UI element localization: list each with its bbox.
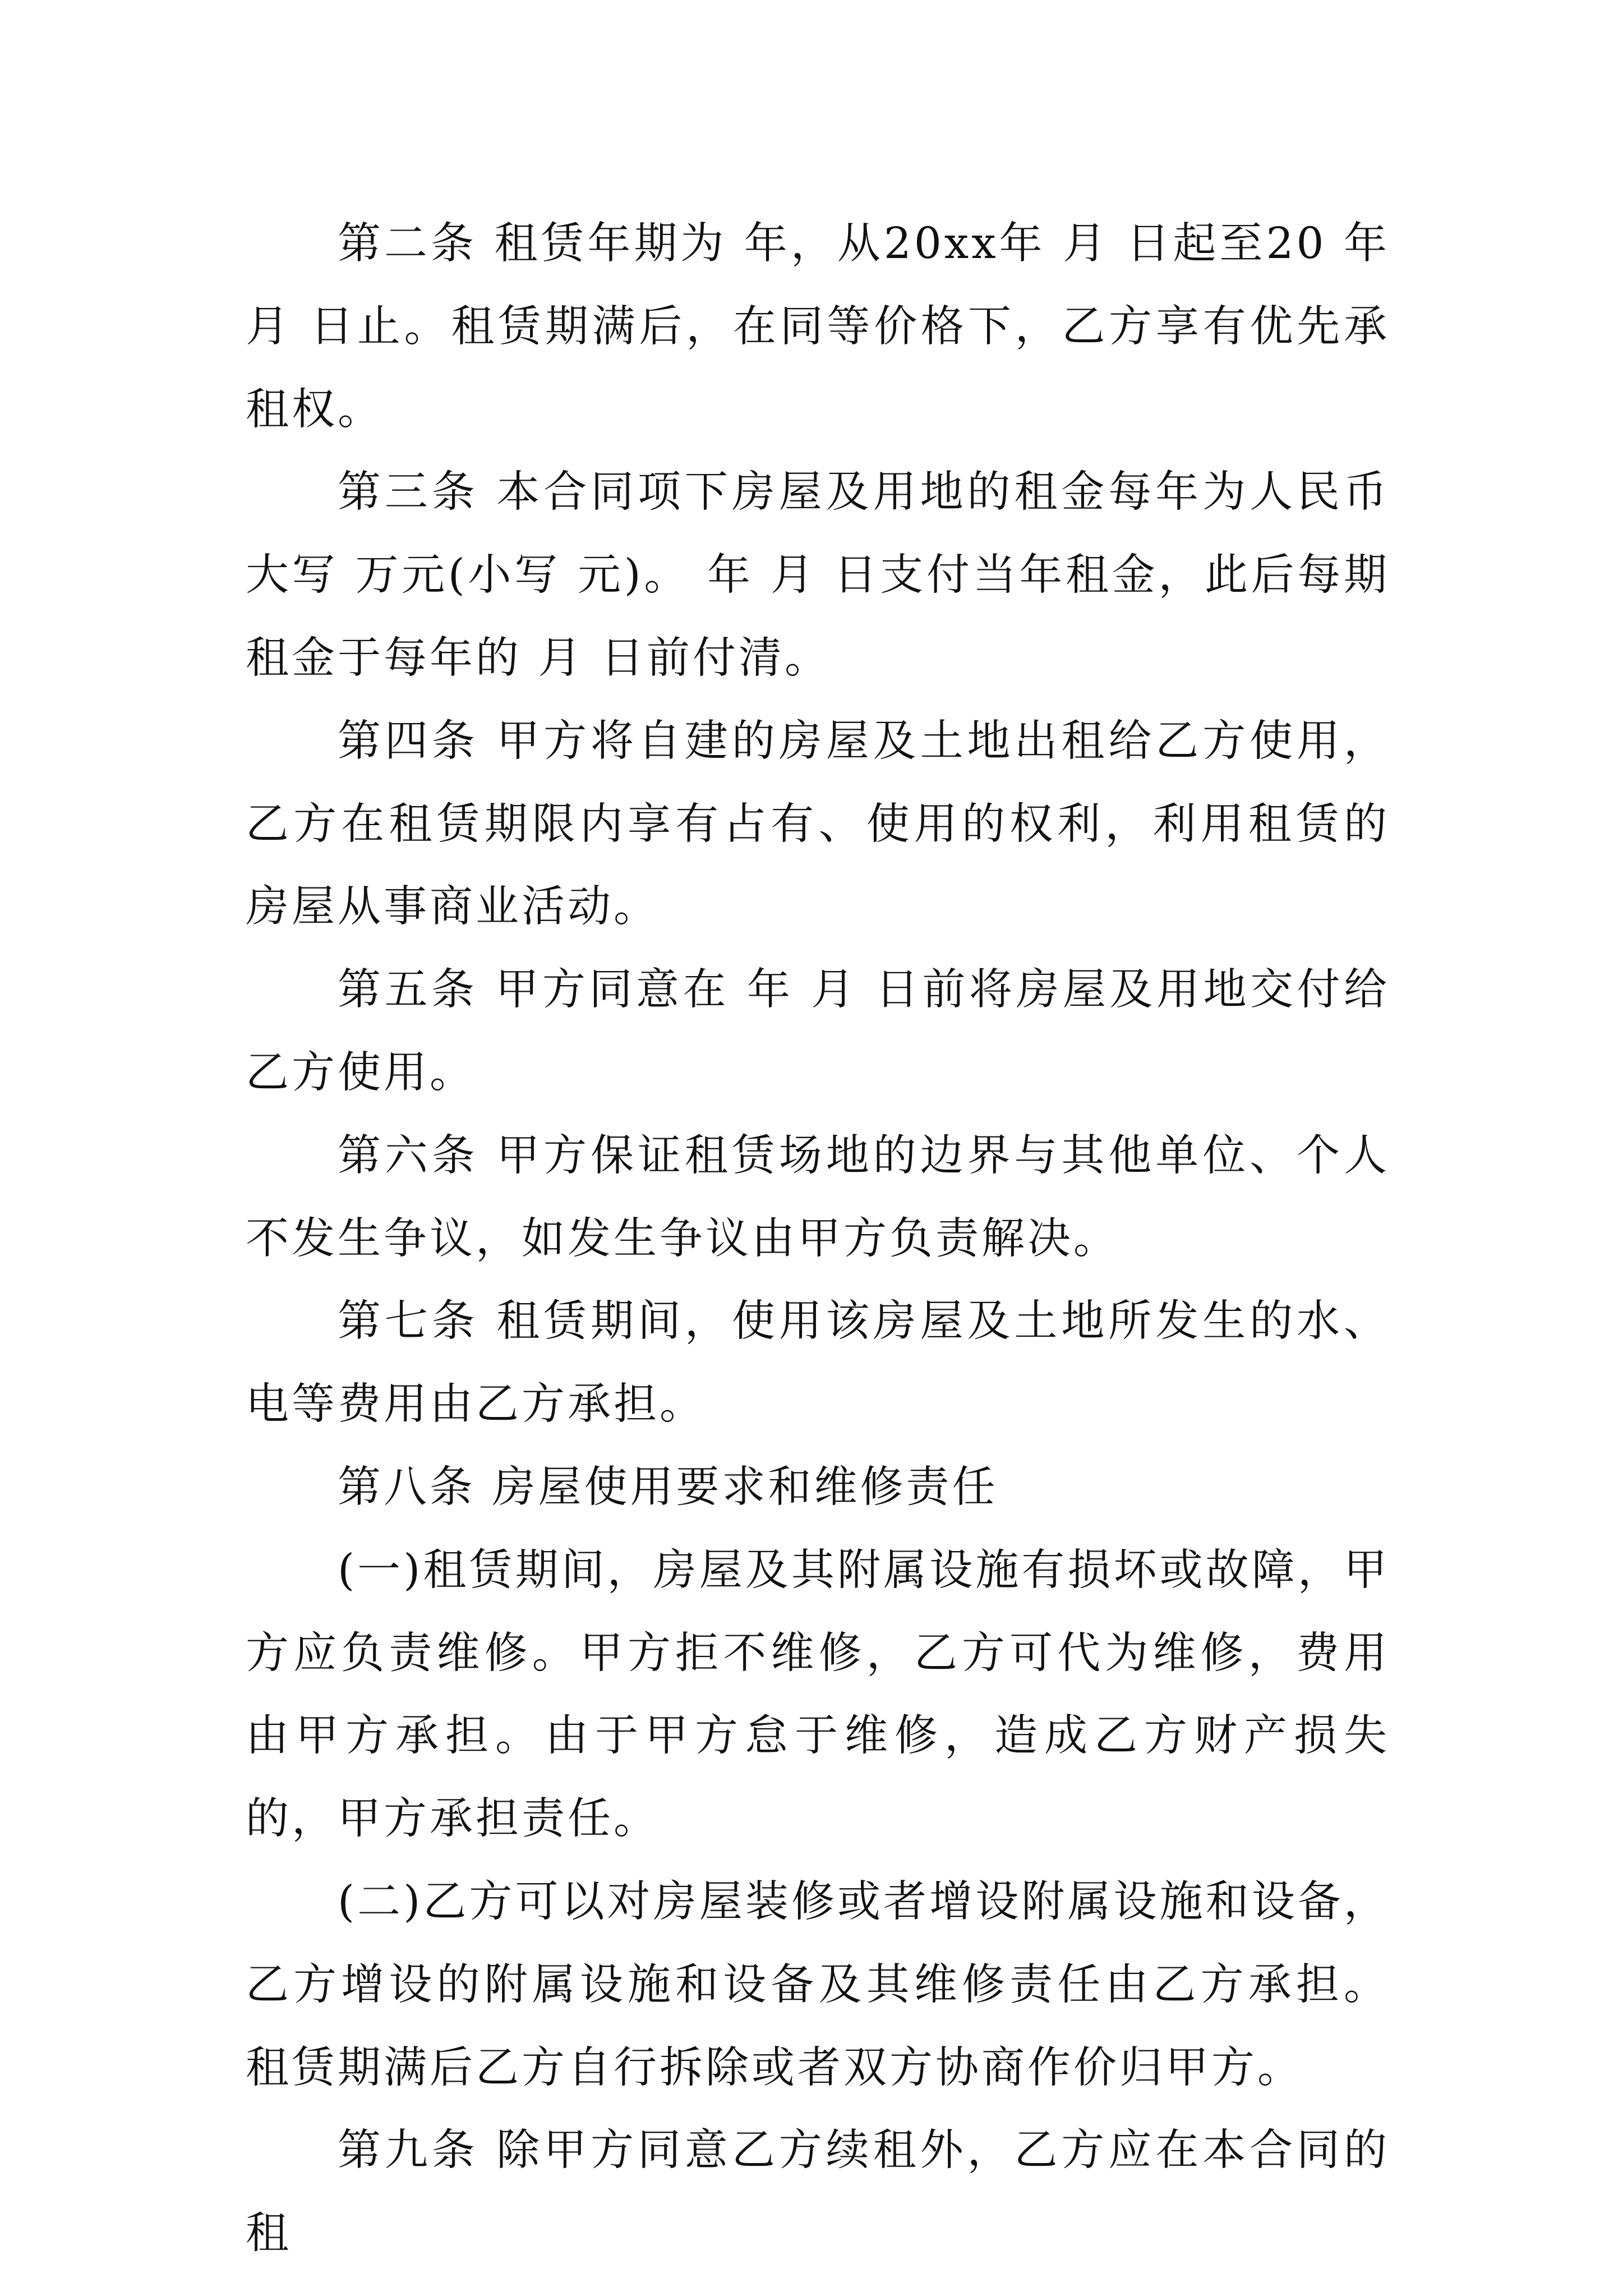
document-body <box>246 203 1407 2275</box>
article-8-clause-2: (二)乙方可以对房屋装修或者增设附属设施和设备，乙方增设的附属设施和设备及其维修责任由乙方承担。租赁期满后乙方自行拆除或者双方协商作价归甲方。 <box>246 1876 1390 2093</box>
article-2-paragraph: 第二条 租赁年期为 年，从20xx年 月 日起至20 年 月 日止。租赁期满后，在同等价格下，乙方享有优先承租权。 <box>246 219 1407 435</box>
article-8-heading: 第八条 房屋使用要求和维修责任 <box>338 1462 998 1512</box>
article-5-paragraph: 第五条 甲方同意在 年 月 日前将房屋及用地交付给乙方使用。 <box>246 965 1390 1098</box>
article-4-paragraph: 第四条 甲方将自建的房屋及土地出租给乙方使用，乙方在租赁期限内享有占有、使用的权利，利用租赁的房屋从事商业活动。 <box>246 716 1390 932</box>
article-8-clause-1: (一)租赁期间，房屋及其附属设施有损坏或故障，甲方应负责维修。甲方拒不维修，乙方可代为维修，费用由甲方承担。由于甲方怠于维修，造成乙方财产损失的，甲方承担责任。 <box>246 1545 1390 1844</box>
article-6-paragraph: 第六条 甲方保证租赁场地的边界与其他单位、个人不发生争议，如发生争议由甲方负责解决。 <box>246 1130 1390 1264</box>
article-7-paragraph: 第七条 租赁期间，使用该房屋及土地所发生的水、电等费用由乙方承担。 <box>246 1296 1390 1430</box>
article-9-paragraph: 第九条 除甲方同意乙方续租外，乙方应在本合同的租 <box>246 2125 1390 2259</box>
article-3-paragraph: 第三条 本合同项下房屋及用地的租金每年为人民币大写 万元(小写 元)。 年 月 日支付当年租金，此后每期租金于每年的 月 日前付清。 <box>246 467 1390 683</box>
